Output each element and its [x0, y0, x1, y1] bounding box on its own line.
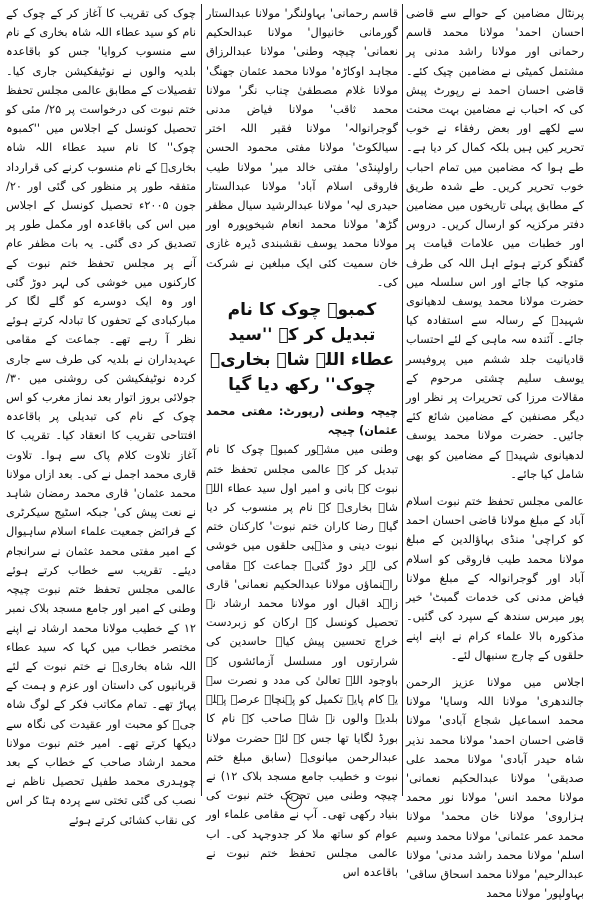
paragraph-gap	[406, 484, 584, 492]
article-body	[206, 440, 398, 882]
paragraph: قاسم رحمانی' بہاولنگر' مولانا عبدالستار گورمانی خانیوال' مولانا عبدالحکیم نعمانی' چیچہ وطنی' مولانا عبدالرزاق مجاہد اوکاڑہ' مولانا محمد عثمان جھنگ' مولانا غلام مصطفیٰ چناب نگر' مولانا محمد ثاقب' مولانا فیاض مدنی گوجرانوالہ' مولانا فقیر اللہ اختر سیالکوٹ' مولانا مفتی محمود الحسن راولپنڈی' مفتی خالد میر' مولانا طیب فاروقی اسلام آباد' مولانا عبدالستار حیدری لیہ' مولانا عبدالرشید سیال مظفر گڑھ' مولانا محمد انعام شیخوپورہ اور مولانا محمد یوسف نقشبندی ڈیرہ غازی خان سمیت کئی ایک مبلغین نے شرکت کی۔	[206, 7, 398, 289]
page-number-circle	[286, 793, 302, 809]
column-middle	[206, 4, 398, 879]
column-left	[6, 4, 196, 827]
paragraph: اجلاس میں مولانا عزیز الرحمن جالندھری' مولانا اللہ وسایا' مولانا محمد اسماعیل شجاع آبادی' مولانا قاضی احسان احمد' مولانا محمد نذیر شاہ حیدر آبادی' مولانا محمد علی صدیقی' مولانا عبدالحکیم نعمانی' مولانا محمد انس' مولانا نور محمد ہزاروی' مولانا خان محمد' مولانا محمد عمر عثمانی' مولانا محمد وسیم اسلم' مولانا محمد راشد مدنی' مولانا عبدالرحیم' مولانا محمد اسحاق ساقی' بہاولپور' مولانا محمد	[406, 675, 584, 901]
article-byline: چیچہ وطنی (رپورٹ: مفتی محمد عثمان) چیچہ	[206, 405, 398, 438]
paragraph: وطنی میں مشہور کمبوہ چوک کا نام تبدیل کر کے عالمی مجلس تحفظ ختم نبوت کے بانی و امیر اول سید عطاء اللہ شاہ بخاریؒ کے نام پر منسوب کر دیا گیا۔ رضا کاران ختم نبوت' کارکنان ختم نبوت دینی و مذہبی حلقوں میں خوشی کی لہر دوڑ گئی۔ جماعت کے مقامی راہنماؤں مولانا عبدالحکیم نعمانی' قاری زاہد اقبال اور مولانا محمد ارشاد نے تحصیل کونسل کے ارکان کو زبردست خراج تحسین پیش کیا۔ حاسدین کی شرارتوں اور مسلسل آزمائشوں کے باوجود اللہ تعالیٰ کی مدد و نصرت سے یہ کام پایہ تکمیل کو پہنچا۔ عرصہ پہلے بلدیہ والوں نے شاہ صاحب کے نام کا بورڈ لگایا تھا جس کے لئے حضرت مولانا عبدالرحمن میانویؒ (سابق مبلغ ختم نبوت و خطیب جامع مسجد بلاک ۱۲) نے چیچہ وطنی میں تحریک ختم نبوت کی بنیاد رکھی تھی۔ آپ نے مقامی علماء اور عوام کو ساتھ ملا کر جدوجہد کی۔ اب عالمی مجلس تحفظ ختم نبوت نے باقاعدہ اس	[206, 443, 398, 879]
middle-lead-text	[206, 4, 398, 292]
column-divider-left	[201, 4, 202, 796]
article-headline: کمبوہ چوک کا نام تبدیل کر کے ''سید عطاء اللہ شاہ بخاریؒ چوک'' رکھ دیا گیا	[209, 300, 395, 396]
column-divider-right	[402, 4, 403, 796]
column-right	[406, 4, 584, 901]
paragraph: پرنٹال مضامین کے حوالے سے قاضی احسان احمد' مولانا محمد قاسم رحمانی اور مولانا راشد مدنی پر مشتمل کمیٹی نے مضامین چیک کئے۔ قاضی احسان احمد نے رپورٹ پیش کی کہ احباب نے مضامین بہت محنت سے لکھے اور بعض رفقاء نے خوب تحریر کیں ہیں بلکہ کمال کر دیا ہے۔ طے ہوا کہ مضامین میں تمام احباب خوب تحریر کریں۔ طے شدہ طریق کے مطابق پہلی تاریخوں میں مضامین دفتر مرکزیہ کو ارسال کریں۔ دروس اور خطبات میں علامات قیامت پر گفتگو کرتے ہوئے اہل اللہ کی طرف متوجہ کیا جائے اور اس سلسلہ میں حضرت مولانا محمد یوسف لدھیانوی شہیدؒ کے رسالہ سے استفادہ کیا جائے۔ آئندہ سہ ماہی کے لئے احتساب قادیانیت جلد ششم میں پروفیسر یوسف سلیم چشتی مرحوم کے مقالات مرزا کی تحریرات پر نظر اور دیگر مصنفین کے مضامین شائع کئے جائیں۔ حضرت مولانا محمد یوسف لدھیانوی شہیدؒ کے مضامین کو بھی شامل کیا جائے۔	[406, 7, 584, 481]
paragraph: عالمی مجلس تحفظ ختم نبوت اسلام آباد کے مبلغ مولانا قاضی احسان احمد کو کراچی' منڈی بہاؤالدین کے مبلغ مولانا محمد طیب فاروقی کو اسلام آباد اور گوجرانوالہ کے مبلغ مولانا فیاض مدنی کی خدمات گمبٹ' خیر پور میرس سندھ کے سپرد کی گئیں۔ مذکورہ بالا علماء کرام نے اپنے اپنے حلقوں کے چارج سنبھال لئے۔	[406, 495, 584, 662]
paragraph-gap	[406, 665, 584, 673]
paragraph: چوک کی تقریب کا آغاز کر کے چوک کے نام کو سید عطاء اللہ شاہ بخاری کے نام سے منسوب کروایا' جس کو باقاعدہ بلدیہ والوں نے نوٹیفکیشن جاری کیا۔ تفصیلات کے مطابق عالمی مجلس تحفظ ختم نبوت کی درخواست پر ۲۵/ مئی کو تحصیل کونسل کے اجلاس میں ''کمبوہ چوک'' کا نام سید عطاء اللہ شاہ بخاریؒ کے نام منسوب کرنے کی قرارداد متفقہ طور پر منظور کی گئی اور ۲۰/ جون ۲۰۰۵ء تحصیل کونسل کے اجلاس میں اس کی باقاعدہ اور مکمل طور پر تصدیق کر دی گئی۔ یہ بات مظفر عام آنے پر مجلس تحفظ ختم نبوت کے کارکنوں میں خوشی کی لہر دوڑ گئی اور وہ ایک دوسرے کو گلے لگا کر مبارکبادی کے تحفوں کا تبادلہ کرتے ہوئے نظر آ رہے تھے۔ جماعت کے مقامی عہدیداران نے بلدیہ کی طرف سے جاری کردہ نوٹیفکیشن کی روشنی میں ۳۰/ جولائی بروز اتوار بعد نماز مغرب کو اس چوک کے نام کی تبدیلی پر باقاعدہ افتتاحی تقریب کا انعقاد کیا۔ تقریب کا آغاز تلاوت کلام پاک سے ہوا۔ تلاوت قاری محمد اجمل نے کی۔ بعد ازاں مولانا محمد عثمان' قاری محمد رمضان شاہد نے نعت پیش کی' جبکہ اسٹیج سیکرٹری کے فرائض جمعیت علماء اسلام ساہیوال کے امیر مفتی محمد عثمان نے سرانجام دیئے۔ تقریب سے خطاب کرتے ہوئے عالمی مجلس تحفظ ختم نبوت چیچہ وطنی کے امیر اور جامع مسجد بلاک نمبر ۱۲ کے خطیب مولانا محمد ارشاد نے اپنے مختصر خطاب میں کہا کہ سید عطاء اللہ شاہ بخاریؒ نے ختم نبوت کے لئے قربانیوں کی داستان اور عزم و ہمت کے پہاڑ تھے۔ تمام مکاتب فکر کے لوگ شاہ جیؒ کو محبت اور عقیدت کی نگاہ سے دیکھا کرتے تھے۔ امیر ختم نبوت مولانا محمد ارشاد صاحب کے خطاب کے بعد چوہدری محمد طفیل تحصیل ناظم نے نصب کی گئی تختی سے پردہ ہٹا کر اس کی نقاب کشائی کرتے ہوئے	[6, 7, 196, 827]
